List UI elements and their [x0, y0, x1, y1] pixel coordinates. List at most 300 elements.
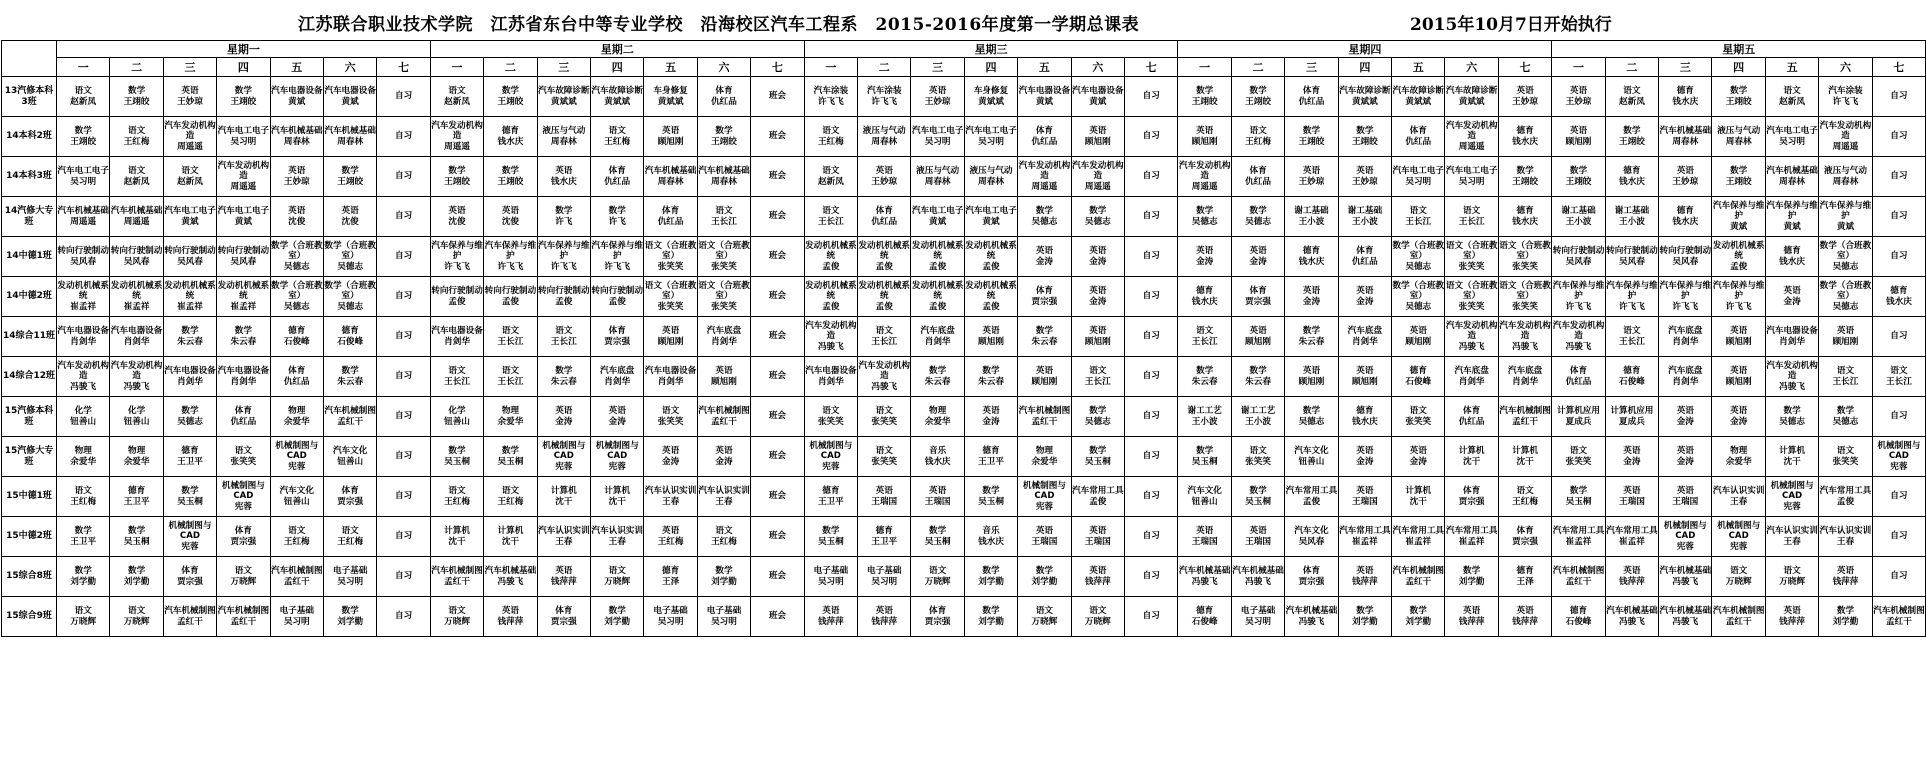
period-header: 六 — [1445, 58, 1498, 77]
course-cell: 体育 贾宗强 — [1498, 517, 1551, 557]
course-cell: 汽车电器设备 肖剑华 — [110, 317, 163, 357]
course-cell: 谢工基础 王小波 — [1605, 197, 1658, 237]
course-cell: 语文 万晓辉 — [430, 597, 483, 637]
course-cell: 机械制图与CAD 宪蓉 — [1018, 477, 1071, 517]
course-cell: 数学 吴玉桐 — [1071, 437, 1124, 477]
course-cell: 数学（合班教室） 吴德志 — [270, 237, 323, 277]
course-cell: 机械制图与CAD 宪蓉 — [591, 437, 644, 477]
class-name: 14汽修大专班 — [2, 197, 57, 237]
course-cell: 英语 顾旭刚 — [644, 117, 697, 157]
course-cell: 语文 王长江 — [537, 317, 590, 357]
course-cell: 语文（合班教室） 张笑笑 — [1445, 237, 1498, 277]
course-cell: 汽车机械基础 周春林 — [644, 157, 697, 197]
course-cell: 英语 顾旭刚 — [1231, 317, 1284, 357]
course-cell: 自习 — [377, 437, 430, 477]
course-cell: 数学 许飞 — [537, 197, 590, 237]
course-cell: 汽车机械制图 孟红干 — [1712, 597, 1765, 637]
course-cell: 语文 赵新凤 — [430, 77, 483, 117]
course-cell: 英语 钱萍萍 — [1338, 557, 1391, 597]
course-cell: 数学 王翊皎 — [1285, 117, 1338, 157]
course-cell: 德育 钱水庆 — [1872, 277, 1925, 317]
day-header: 星期三 — [804, 41, 1178, 58]
class-row — [2, 597, 1926, 637]
course-cell: 物理 余爱华 — [57, 437, 110, 477]
course-cell: 体育 仇红品 — [644, 197, 697, 237]
course-cell: 德育 王卫平 — [858, 517, 911, 557]
course-cell: 语文 王长江 — [858, 317, 911, 357]
course-cell: 班会 — [751, 237, 804, 277]
period-header: 五 — [1392, 58, 1445, 77]
course-cell: 数学（合班教室） 吴德志 — [1392, 237, 1445, 277]
day-header: 星期四 — [1178, 41, 1552, 58]
course-cell: 英语 王妙琼 — [911, 77, 964, 117]
course-cell: 英语 顾旭刚 — [1071, 117, 1124, 157]
course-cell: 机械制图与CAD 宪蓉 — [217, 477, 270, 517]
course-cell: 汽车发动机构造 冯骏飞 — [1552, 317, 1605, 357]
course-cell: 语文 王红梅 — [804, 117, 857, 157]
course-cell: 英语 钱萍萍 — [537, 557, 590, 597]
course-cell: 语文 万晓辉 — [1071, 597, 1124, 637]
course-cell: 英语 王瑞国 — [1338, 477, 1391, 517]
course-cell: 自习 — [1125, 157, 1178, 197]
course-cell: 汽车电工电子 吴习明 — [1392, 157, 1445, 197]
course-cell: 汽车机械基础 冯骏飞 — [484, 557, 537, 597]
course-cell: 数学 刘学勤 — [964, 557, 1017, 597]
course-cell: 英语 王瑞国 — [1605, 477, 1658, 517]
period-header: 一 — [430, 58, 483, 77]
course-cell: 语文 王红梅 — [1231, 117, 1284, 157]
course-cell: 班会 — [751, 317, 804, 357]
course-cell: 语文（合班教室） 张笑笑 — [1445, 277, 1498, 317]
course-cell: 语文 王长江 — [1445, 197, 1498, 237]
course-cell: 液压与气动 周春林 — [1712, 117, 1765, 157]
course-cell: 语文 王长江 — [1872, 357, 1925, 397]
course-cell: 机械制图与CAD 宪蓉 — [1765, 477, 1818, 517]
course-cell: 数学 朱云春 — [911, 357, 964, 397]
course-cell: 英语 金涛 — [1659, 397, 1712, 437]
course-cell: 转向行驶制动 吴风春 — [217, 237, 270, 277]
page-title: 江苏联合职业技术学院 江苏省东台中等专业学校 沿海校区汽车工程系 2015-2016年度第一学期总课表 — [298, 15, 1140, 35]
course-cell: 汽车认识实训 王春 — [644, 477, 697, 517]
course-cell: 自习 — [377, 117, 430, 157]
course-cell: 发动机机械系统 孟俊 — [964, 237, 1017, 277]
class-name: 15综合9班 — [2, 597, 57, 637]
course-cell: 汽车机械制图 孟红干 — [217, 597, 270, 637]
course-cell: 液压与气动 周春林 — [537, 117, 590, 157]
course-cell: 德育 王泽 — [644, 557, 697, 597]
course-cell: 汽车涂装 许飞飞 — [1819, 77, 1872, 117]
period-header: 五 — [1018, 58, 1071, 77]
course-cell: 英语 金涛 — [1178, 237, 1231, 277]
course-cell: 英语 金涛 — [1659, 437, 1712, 477]
course-cell: 汽车发动机构造 冯骏飞 — [804, 317, 857, 357]
course-cell: 班会 — [751, 157, 804, 197]
class-row — [2, 237, 1926, 277]
course-cell: 自习 — [1125, 357, 1178, 397]
course-cell: 自习 — [1125, 437, 1178, 477]
course-cell: 数学 王翊皎 — [430, 157, 483, 197]
course-cell: 英语 王瑞国 — [1018, 517, 1071, 557]
course-cell: 发动机机械系统 崔孟祥 — [110, 277, 163, 317]
course-cell: 发动机机械系统 崔孟祥 — [57, 277, 110, 317]
class-row — [2, 517, 1926, 557]
course-cell: 体育 贾宗强 — [1231, 277, 1284, 317]
course-cell: 班会 — [751, 437, 804, 477]
course-cell: 汽车电器设备 肖剑华 — [217, 357, 270, 397]
course-cell: 汽车文化 钮善山 — [270, 477, 323, 517]
course-cell: 英语 王瑞国 — [1178, 517, 1231, 557]
course-cell: 体育 贾宗强 — [1285, 557, 1338, 597]
course-cell: 德育 钱水庆 — [1498, 197, 1551, 237]
course-cell: 数学 吴玉桐 — [1552, 477, 1605, 517]
course-cell: 班会 — [751, 357, 804, 397]
course-cell: 自习 — [377, 237, 430, 277]
course-cell: 英语 钱萍萍 — [858, 597, 911, 637]
course-cell: 英语 王瑞国 — [1659, 477, 1712, 517]
course-cell: 自习 — [1872, 517, 1925, 557]
course-cell: 物理 余爱华 — [110, 437, 163, 477]
course-cell: 德育 钱水庆 — [1285, 237, 1338, 277]
course-cell: 汽车机械制图 孟红干 — [430, 557, 483, 597]
course-cell: 体育 仇红品 — [1392, 117, 1445, 157]
class-name: 13汽修本科3班 — [2, 77, 57, 117]
course-cell: 语文 张笑笑 — [1552, 437, 1605, 477]
course-cell: 自习 — [1125, 197, 1178, 237]
period-header: 四 — [591, 58, 644, 77]
course-cell: 数学 王翊皎 — [484, 157, 537, 197]
course-cell: 汽车底盘 肖剑华 — [911, 317, 964, 357]
course-cell: 汽车保养与维护 许飞飞 — [1605, 277, 1658, 317]
course-cell: 汽车机械制图 孟红干 — [270, 557, 323, 597]
course-cell: 转向行驶制动 吴风春 — [57, 237, 110, 277]
course-cell: 语文 赵新凤 — [163, 157, 216, 197]
course-cell: 转向行驶制动 孟俊 — [430, 277, 483, 317]
course-cell: 电子基础 吴习明 — [270, 597, 323, 637]
course-cell: 德育 钱水庆 — [1178, 277, 1231, 317]
course-cell: 英语 金涛 — [697, 437, 750, 477]
course-cell: 英语 顾旭刚 — [644, 317, 697, 357]
course-cell: 班会 — [751, 597, 804, 637]
course-cell: 音乐 钱水庆 — [964, 517, 1017, 557]
course-cell: 物理 余爱华 — [1712, 437, 1765, 477]
course-cell: 转向行驶制动 吴风春 — [163, 237, 216, 277]
course-cell: 英语 金涛 — [1765, 277, 1818, 317]
course-cell: 数学 王翊皎 — [323, 157, 376, 197]
course-cell: 英语 金涛 — [1338, 437, 1391, 477]
course-cell: 物理 余爱华 — [484, 397, 537, 437]
course-cell: 自习 — [1872, 397, 1925, 437]
course-cell: 汽车电工电子 黄斌 — [964, 197, 1017, 237]
course-cell: 德育 石俊峰 — [1178, 597, 1231, 637]
course-cell: 英语 顾旭刚 — [697, 357, 750, 397]
course-cell: 自习 — [1125, 557, 1178, 597]
class-row — [2, 77, 1926, 117]
course-cell: 汽车发动机构造 冯骏飞 — [1765, 357, 1818, 397]
course-cell: 汽车常用工具 崔孟祥 — [1392, 517, 1445, 557]
period-header: 四 — [217, 58, 270, 77]
course-cell: 数学 吴玉桐 — [1178, 437, 1231, 477]
course-cell: 英语 顾旭刚 — [1178, 117, 1231, 157]
course-cell: 汽车机械制图 孟红干 — [1018, 397, 1071, 437]
course-cell: 英语 顾旭刚 — [1712, 317, 1765, 357]
class-name: 14综合11班 — [2, 317, 57, 357]
course-cell: 数学 吴玉桐 — [484, 437, 537, 477]
course-cell: 汽车发动机构造 周遥遥 — [430, 117, 483, 157]
course-cell: 语文 王红梅 — [430, 477, 483, 517]
course-cell: 汽车涂装 许飞飞 — [804, 77, 857, 117]
course-cell: 汽车底盘 肖剑华 — [1498, 357, 1551, 397]
course-cell: 汽车故障诊断 黄斌斌 — [1445, 77, 1498, 117]
course-cell: 发动机机械系统 崔孟祥 — [217, 277, 270, 317]
course-cell: 英语 钱萍萍 — [1071, 557, 1124, 597]
course-cell: 德育 石俊峰 — [1605, 357, 1658, 397]
course-cell: 英语 金涛 — [1338, 277, 1391, 317]
course-cell: 英语 钱萍萍 — [1819, 557, 1872, 597]
course-cell: 体育 贾宗强 — [591, 317, 644, 357]
course-cell: 自习 — [377, 597, 430, 637]
course-cell: 机械制图与CAD 宪蓉 — [537, 437, 590, 477]
course-cell: 发动机机械系统 孟俊 — [911, 237, 964, 277]
day-header: 星期二 — [430, 41, 804, 58]
course-cell: 数学 吴德志 — [1071, 397, 1124, 437]
course-cell: 班会 — [751, 517, 804, 557]
course-cell: 汽车涂装 许飞飞 — [858, 77, 911, 117]
course-cell: 汽车电器设备 黄斌 — [270, 77, 323, 117]
course-cell: 班会 — [751, 557, 804, 597]
course-cell: 汽车发动机构造 周遥遥 — [1178, 157, 1231, 197]
course-cell: 德育 钱水庆 — [1659, 77, 1712, 117]
course-cell: 英语 王妙琼 — [1338, 157, 1391, 197]
course-cell: 数学 王翊皎 — [1231, 77, 1284, 117]
course-cell: 英语 钱水庆 — [537, 157, 590, 197]
course-cell: 汽车机械基础 冯骏飞 — [1285, 597, 1338, 637]
course-cell: 汽车电工电子 吴习明 — [911, 117, 964, 157]
course-cell: 数学 王翊皎 — [217, 77, 270, 117]
period-header: 四 — [1338, 58, 1391, 77]
course-cell: 英语 沈俊 — [323, 197, 376, 237]
course-cell: 自习 — [377, 397, 430, 437]
course-cell: 汽车发动机构造 周遥遥 — [217, 157, 270, 197]
course-cell: 数学 王翊皎 — [484, 77, 537, 117]
title-bar — [0, 0, 1926, 40]
course-cell: 汽车保养与维护 许飞飞 — [537, 237, 590, 277]
course-cell: 语文（合班教室） 张笑笑 — [697, 237, 750, 277]
course-cell: 语文 万晓辉 — [57, 597, 110, 637]
period-header: 三 — [911, 58, 964, 77]
course-cell: 自习 — [1125, 397, 1178, 437]
period-header: 四 — [964, 58, 1017, 77]
period-header: 二 — [1231, 58, 1284, 77]
course-cell: 转向行驶制动 吴风春 — [1552, 237, 1605, 277]
period-header: 五 — [644, 58, 697, 77]
course-cell: 自习 — [1872, 197, 1925, 237]
course-cell: 数学 刘学勤 — [591, 597, 644, 637]
course-cell: 谢工工艺 王小波 — [1178, 397, 1231, 437]
course-cell: 数学 朱云春 — [1178, 357, 1231, 397]
course-cell: 英语 顾旭刚 — [1018, 357, 1071, 397]
course-cell: 数学 刘学勤 — [1338, 597, 1391, 637]
course-cell: 汽车认识实训 王春 — [1712, 477, 1765, 517]
course-cell: 英语 王妙琼 — [1552, 77, 1605, 117]
class-name: 14本科2班 — [2, 117, 57, 157]
course-cell: 语文 王长江 — [430, 357, 483, 397]
course-cell: 汽车机械基础 冯骏飞 — [1231, 557, 1284, 597]
class-name: 15中德2班 — [2, 517, 57, 557]
course-cell: 语文 王长江 — [484, 357, 537, 397]
course-cell: 英语 王妙琼 — [858, 157, 911, 197]
course-cell: 语文 张笑笑 — [217, 437, 270, 477]
course-cell: 谢工工艺 王小波 — [1231, 397, 1284, 437]
course-cell: 汽车底盘 肖剑华 — [591, 357, 644, 397]
course-cell: 汽车故障诊断 黄斌斌 — [1338, 77, 1391, 117]
class-row — [2, 197, 1926, 237]
course-cell: 自习 — [377, 317, 430, 357]
course-cell: 体育 仇红品 — [1338, 237, 1391, 277]
course-cell: 机械制图与CAD 宪蓉 — [1659, 517, 1712, 557]
period-header: 一 — [1178, 58, 1231, 77]
course-cell: 英语 钱萍萍 — [484, 597, 537, 637]
class-row — [2, 477, 1926, 517]
course-cell: 汽车发动机构造 周遥遥 — [1819, 117, 1872, 157]
period-header: 六 — [323, 58, 376, 77]
class-name: 15中德1班 — [2, 477, 57, 517]
course-cell: 体育 贾宗强 — [323, 477, 376, 517]
course-cell: 数学 朱云春 — [1231, 357, 1284, 397]
course-cell: 自习 — [1872, 157, 1925, 197]
course-cell: 语文 王长江 — [1392, 197, 1445, 237]
course-cell: 汽车电工电子 吴习明 — [217, 117, 270, 157]
course-cell: 汽车电工电子 黄斌 — [911, 197, 964, 237]
period-header: 七 — [751, 58, 804, 77]
period-header: 一 — [804, 58, 857, 77]
course-cell: 汽车保养与维护 许飞飞 — [484, 237, 537, 277]
course-cell: 语文 王红梅 — [110, 117, 163, 157]
course-cell: 语文 赵新凤 — [110, 157, 163, 197]
course-cell: 英语 金涛 — [1605, 437, 1658, 477]
course-cell: 发动机机械系统 孟俊 — [858, 237, 911, 277]
course-cell: 汽车常用工具 孟俊 — [1285, 477, 1338, 517]
course-cell: 自习 — [1125, 237, 1178, 277]
course-cell: 机械制图与CAD 宪蓉 — [1712, 517, 1765, 557]
course-cell: 数学 王翊皎 — [110, 77, 163, 117]
course-cell: 汽车保养与维护 许飞飞 — [1552, 277, 1605, 317]
course-cell: 数学 王翊皎 — [1338, 117, 1391, 157]
course-cell: 汽车认识实训 王春 — [1765, 517, 1818, 557]
course-cell: 英语 王妙琼 — [163, 77, 216, 117]
course-cell: 语文 万晓辉 — [217, 557, 270, 597]
course-cell: 汽车保养与维护 许飞飞 — [430, 237, 483, 277]
course-cell: 自习 — [1872, 77, 1925, 117]
course-cell: 计算机应用 夏成兵 — [1552, 397, 1605, 437]
course-cell: 体育 贾宗强 — [1445, 477, 1498, 517]
course-cell: 数学（合班教室） 吴德志 — [323, 277, 376, 317]
course-cell: 语文 张笑笑 — [1392, 397, 1445, 437]
course-cell: 数学 吴玉桐 — [964, 477, 1017, 517]
course-cell: 语文 王长江 — [804, 197, 857, 237]
course-cell: 数学 刘学勤 — [1445, 557, 1498, 597]
course-cell: 英语 王红梅 — [644, 517, 697, 557]
class-row — [2, 357, 1926, 397]
course-cell: 汽车保养与维护 许飞飞 — [1659, 277, 1712, 317]
course-cell: 自习 — [1872, 237, 1925, 277]
course-cell: 汽车机械基础 周春林 — [1659, 117, 1712, 157]
course-cell: 体育 贾宗强 — [1018, 277, 1071, 317]
course-cell: 英语 沈俊 — [484, 197, 537, 237]
class-name: 14中德2班 — [2, 277, 57, 317]
course-cell: 液压与气动 周春林 — [858, 117, 911, 157]
course-cell: 汽车常用工具 崔孟祥 — [1338, 517, 1391, 557]
course-cell: 英语 金涛 — [1018, 237, 1071, 277]
course-cell: 转向行驶制动 吴风春 — [1605, 237, 1658, 277]
course-cell: 英语 王妙琼 — [1285, 157, 1338, 197]
course-cell: 谢工基础 王小波 — [1552, 197, 1605, 237]
course-cell: 汽车电器设备 肖剑华 — [57, 317, 110, 357]
period-header: 七 — [1125, 58, 1178, 77]
course-cell: 英语 王瑞国 — [1231, 517, 1284, 557]
class-row — [2, 277, 1926, 317]
course-cell: 汽车故障诊断 黄斌斌 — [537, 77, 590, 117]
course-cell: 汽车认识实训 王春 — [1819, 517, 1872, 557]
course-cell: 计算机 沈干 — [1765, 437, 1818, 477]
course-cell: 体育 仇红品 — [1018, 117, 1071, 157]
course-cell: 数学 吴德志 — [163, 397, 216, 437]
course-cell: 数学 吴玉桐 — [1231, 477, 1284, 517]
course-cell: 数学 王翊皎 — [57, 117, 110, 157]
course-cell: 数学 刘学勤 — [697, 557, 750, 597]
course-cell: 汽车电工电子 吴习明 — [1765, 117, 1818, 157]
day-header: 星期一 — [57, 41, 431, 58]
course-cell: 德育 钱水庆 — [1659, 197, 1712, 237]
course-cell: 发动机机械系统 孟俊 — [804, 277, 857, 317]
course-cell: 电子基础 吴习明 — [858, 557, 911, 597]
course-cell: 体育 仇红品 — [858, 197, 911, 237]
course-cell: 汽车底盘 肖剑华 — [697, 317, 750, 357]
course-cell: 自习 — [1125, 77, 1178, 117]
course-cell: 发动机机械系统 孟俊 — [911, 277, 964, 317]
course-cell: 自习 — [377, 277, 430, 317]
course-cell: 汽车发动机构造 冯骏飞 — [1445, 317, 1498, 357]
course-cell: 汽车机械制图 孟红干 — [323, 397, 376, 437]
class-name: 14综合12班 — [2, 357, 57, 397]
course-cell: 数学 刘学勤 — [57, 557, 110, 597]
course-cell: 汽车保养与维护 黄斌 — [1765, 197, 1818, 237]
course-cell: 班会 — [751, 477, 804, 517]
course-cell: 汽车发动机构造 周遥遥 — [163, 117, 216, 157]
course-cell: 数学 吴德志 — [1231, 197, 1284, 237]
course-cell: 语文 万晓辉 — [1765, 557, 1818, 597]
course-cell: 语文 赵新凤 — [1605, 77, 1658, 117]
course-cell: 数学 吴德志 — [1018, 197, 1071, 237]
course-cell: 汽车机械基础 周遥遥 — [110, 197, 163, 237]
course-cell: 体育 贾宗强 — [217, 517, 270, 557]
course-cell: 数学（合班教室） 吴德志 — [1819, 277, 1872, 317]
course-cell: 汽车认识实训 王春 — [537, 517, 590, 557]
course-cell: 自习 — [377, 157, 430, 197]
course-cell: 汽车认识实训 王春 — [697, 477, 750, 517]
course-cell: 德育 王卫平 — [110, 477, 163, 517]
period-header: 三 — [1659, 58, 1712, 77]
course-cell: 语文 王红梅 — [697, 517, 750, 557]
course-cell: 体育 贾宗强 — [163, 557, 216, 597]
course-cell: 数学 王翊皎 — [1178, 77, 1231, 117]
course-cell: 汽车底盘 肖剑华 — [1338, 317, 1391, 357]
course-cell: 汽车底盘 肖剑华 — [1659, 317, 1712, 357]
course-cell: 数学 吴玉桐 — [163, 477, 216, 517]
period-header: 五 — [1765, 58, 1818, 77]
course-cell: 汽车故障诊断 黄斌斌 — [1392, 77, 1445, 117]
course-cell: 计算机 沈干 — [1445, 437, 1498, 477]
class-row — [2, 157, 1926, 197]
